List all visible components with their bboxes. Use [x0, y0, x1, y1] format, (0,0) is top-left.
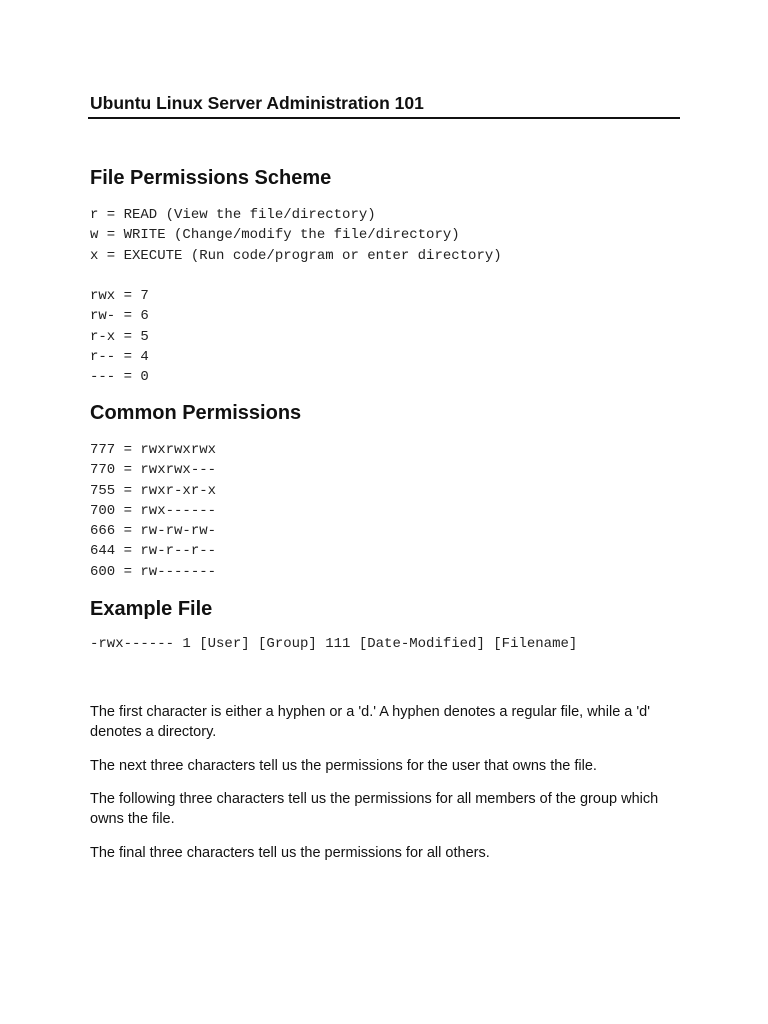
- common-permission-line: 755 = rwxr-xr-x: [90, 482, 217, 499]
- common-permission-line: 600 = rw-------: [90, 563, 217, 580]
- common-permission-line: 770 = rwxrwx---: [90, 462, 217, 479]
- document-title: Ubuntu Linux Server Administration 101: [90, 93, 424, 113]
- explanation-paragraph: The first character is either a hyphen or a 'd.' A hyphen denotes a regular file, while a 'd' denotes a directory.: [90, 704, 650, 740]
- common-heading: Common Permissions: [90, 402, 302, 424]
- common-permission-line: 666 = rw-rw-rw-: [90, 523, 217, 540]
- example-heading: Example File: [90, 598, 213, 620]
- value-line: rwx = 7: [90, 288, 149, 304]
- common-permission-line: 700 = rwx------: [90, 502, 217, 519]
- value-line: --- = 0: [90, 369, 149, 386]
- explanation-paragraph: The next three characters tell us the permissions for the user that owns the file.: [90, 758, 597, 774]
- common-permissions-list: [90, 440, 216, 582]
- example-line: -rwx------ 1 [User] [Group] 111 [Date-Modified] [Filename]: [90, 636, 578, 652]
- definition-line: w = WRITE (Change/modify the file/directory): [90, 227, 460, 244]
- definition-line: x = EXECUTE (Run code/program or enter directory): [90, 247, 502, 264]
- document-header: [90, 92, 680, 114]
- explanation-paragraph: The following three characters tell us the permissions for all members of the group which owns the file.: [90, 791, 659, 827]
- permission-values: [90, 286, 149, 387]
- value-line: r-x = 5: [90, 328, 149, 345]
- common-permission-line: 777 = rwxrwxrwx: [90, 442, 217, 458]
- value-line: rw- = 6: [90, 308, 149, 325]
- example-file-listing: [90, 634, 577, 654]
- permission-definitions: [90, 205, 502, 266]
- explanation-paragraph: The final three characters tell us the permissions for all others.: [90, 845, 490, 861]
- header-divider: [88, 117, 680, 119]
- definition-line: r = READ (View the file/directory): [90, 207, 376, 223]
- scheme-heading: File Permissions Scheme: [90, 167, 332, 189]
- value-line: r-- = 4: [90, 348, 149, 365]
- common-permission-line: 644 = rw-r--r--: [90, 543, 217, 560]
